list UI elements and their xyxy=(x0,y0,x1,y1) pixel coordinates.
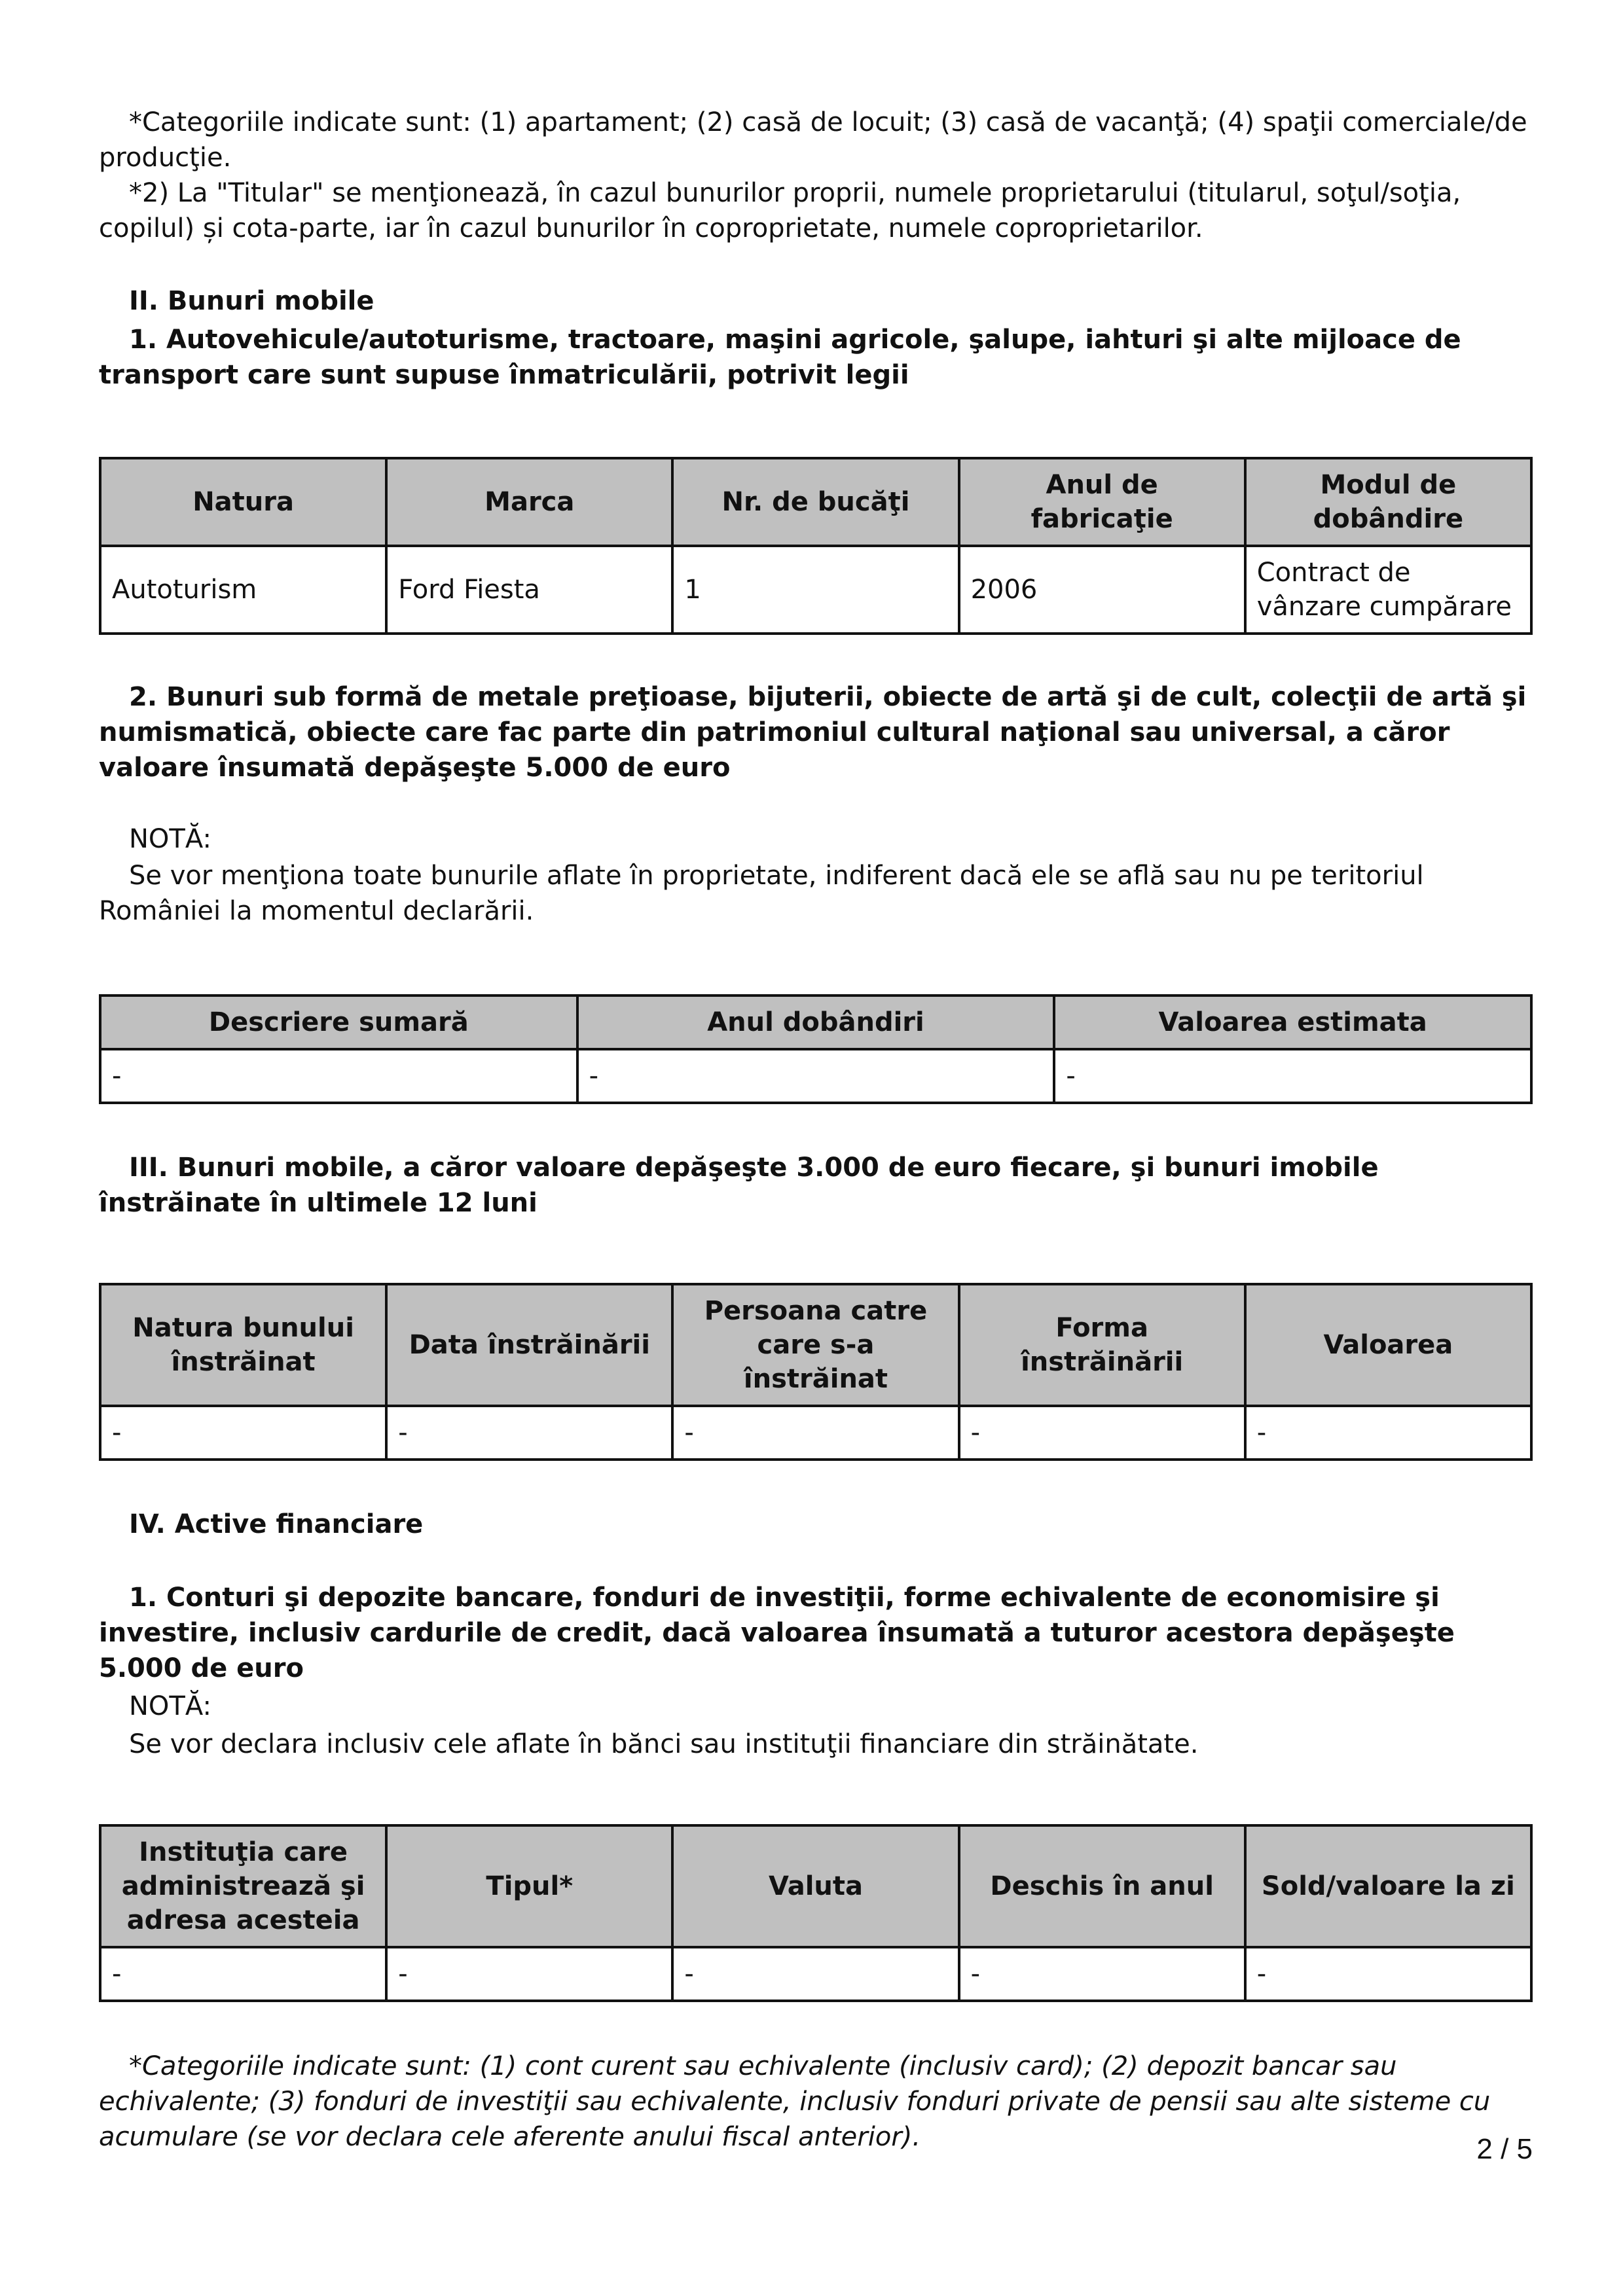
table-row xyxy=(100,1406,1531,1460)
section-2-2-title: 2. Bunuri sub formă de metale preţioase, bijuterii, obiecte de artă şi de cult, colecţii de artă şi numismatică, obiecte care fac parte din patrimoniul cultural naţional sau universal, a căror valoare însumată depăşeşte 5.000 de euro xyxy=(99,682,1527,783)
cell-marca: Ford Fiesta xyxy=(386,546,672,634)
header-valoarea-estimata: Valoarea estimata xyxy=(1054,996,1531,1049)
header-natura-bunului: Natura bunului înstrăinat xyxy=(100,1284,386,1406)
cell-deschis-in-anul: - xyxy=(959,1947,1245,2001)
header-valuta: Valuta xyxy=(672,1825,958,1947)
header-sold: Sold/valoare la zi xyxy=(1245,1825,1531,1947)
cell-valuta: - xyxy=(672,1947,958,2001)
nota-label: NOTĂ: xyxy=(129,824,211,854)
table-header-row xyxy=(100,1284,1531,1406)
header-descriere: Descriere sumară xyxy=(100,996,577,1049)
cell-persoana: - xyxy=(672,1406,958,1460)
cell-natura-bunului: - xyxy=(100,1406,386,1460)
header-anul-fabricatie: Anul de fabricaţie xyxy=(959,458,1245,546)
alienated-goods-table xyxy=(99,1283,1533,1461)
header-tipul: Tipul* xyxy=(386,1825,672,1947)
accounts-footnote: *Categoriile indicate sunt: (1) cont curent sau echivalente (inclusiv card); (2) depozit bancar sau echivalente; (3) fonduri de investiţii sau echivalente, inclusiv fonduri private de pensii sau alte sisteme cu acumulare (se vor declara cele aferente anului fiscal anterior). xyxy=(99,2051,1491,2152)
header-nr-bucati: Nr. de bucăţi xyxy=(672,458,958,546)
cell-institutia: - xyxy=(100,1947,386,2001)
cell-anul-fabricatie: 2006 xyxy=(959,546,1245,634)
table-header-row xyxy=(100,458,1531,546)
cell-descriere: - xyxy=(100,1049,577,1103)
vehicles-table xyxy=(99,457,1533,635)
header-forma-instrainarii: Forma înstrăinării xyxy=(959,1284,1245,1406)
section-3-title: III. Bunuri mobile, a căror valoare depăşeşte 3.000 de euro fiecare, şi bunuri imobile înstrăinate în ultimele 12 luni xyxy=(99,1153,1379,1218)
cell-valoarea: - xyxy=(1245,1406,1531,1460)
header-data-instrainarii: Data înstrăinării xyxy=(386,1284,672,1406)
category-note: *Categoriile indicate sunt: (1) apartament; (2) casă de locuit; (3) casă de vacanţă; (4) spaţii comerciale/de producţie. xyxy=(99,107,1527,173)
cell-modul-dobandire: Contract de vânzare cumpărare xyxy=(1245,546,1531,634)
cell-valoarea-estimata: - xyxy=(1054,1049,1531,1103)
valuables-table xyxy=(99,994,1533,1104)
table-row xyxy=(100,1947,1531,2001)
header-natura: Natura xyxy=(100,458,386,546)
cell-tipul: - xyxy=(386,1947,672,2001)
titular-note: *2) La "Titular" se menţionează, în cazul bunurilor proprii, numele proprietarului (titularul, soţul/soţia, copilul) și cota-parte, iar în cazul bunurilor în coproprietate, numele coproprietarilor. xyxy=(99,178,1461,243)
table-row xyxy=(100,546,1531,634)
nota-text: Se vor declara inclusiv cele aflate în bănci sau instituţii financiare din străinătate. xyxy=(129,1729,1199,1759)
cell-natura: Autoturism xyxy=(100,546,386,634)
header-anul-dobandiri: Anul dobândiri xyxy=(577,996,1055,1049)
page-number: 2 / 5 xyxy=(1476,2133,1533,2165)
nota-text: Se vor menţiona toate bunurile aflate în proprietate, indiferent dacă ele se află sau nu pe teritoriul României la momentul declarării. xyxy=(99,861,1424,926)
cell-anul-dobandiri: - xyxy=(577,1049,1055,1103)
cell-nr-bucati: 1 xyxy=(672,546,958,634)
section-4-1-title: 1. Conturi şi depozite bancare, fonduri de investiţii, forme echivalente de economisire şi investire, inclusiv cardurile de credit, dacă valoarea însumată a tuturor acestora depăşeşte 5.000 de euro xyxy=(99,1583,1455,1683)
table-header-row xyxy=(100,1825,1531,1947)
header-marca: Marca xyxy=(386,458,672,546)
cell-sold: - xyxy=(1245,1947,1531,2001)
bank-accounts-table xyxy=(99,1824,1533,2002)
table-row xyxy=(100,1049,1531,1103)
header-institutia: Instituţia care administrează şi adresa acesteia xyxy=(100,1825,386,1947)
cell-data-instrainarii: - xyxy=(386,1406,672,1460)
header-persoana: Persoana catre care s-a înstrăinat xyxy=(672,1284,958,1406)
table-header-row xyxy=(100,996,1531,1049)
nota-label: NOTĂ: xyxy=(129,1691,211,1721)
header-deschis-in-anul: Deschis în anul xyxy=(959,1825,1245,1947)
header-valoarea: Valoarea xyxy=(1245,1284,1531,1406)
section-2-title: II. Bunuri mobile xyxy=(129,286,374,316)
header-modul-dobandire: Modul de dobândire xyxy=(1245,458,1531,546)
cell-forma-instrainarii: - xyxy=(959,1406,1245,1460)
section-2-1-title: 1. Autovehicule/autoturisme, tractoare, maşini agricole, şalupe, iahturi şi alte mijloace de transport care sunt supuse înmatriculării, potrivit legii xyxy=(99,325,1461,390)
section-4-title: IV. Active financiare xyxy=(129,1509,424,1539)
